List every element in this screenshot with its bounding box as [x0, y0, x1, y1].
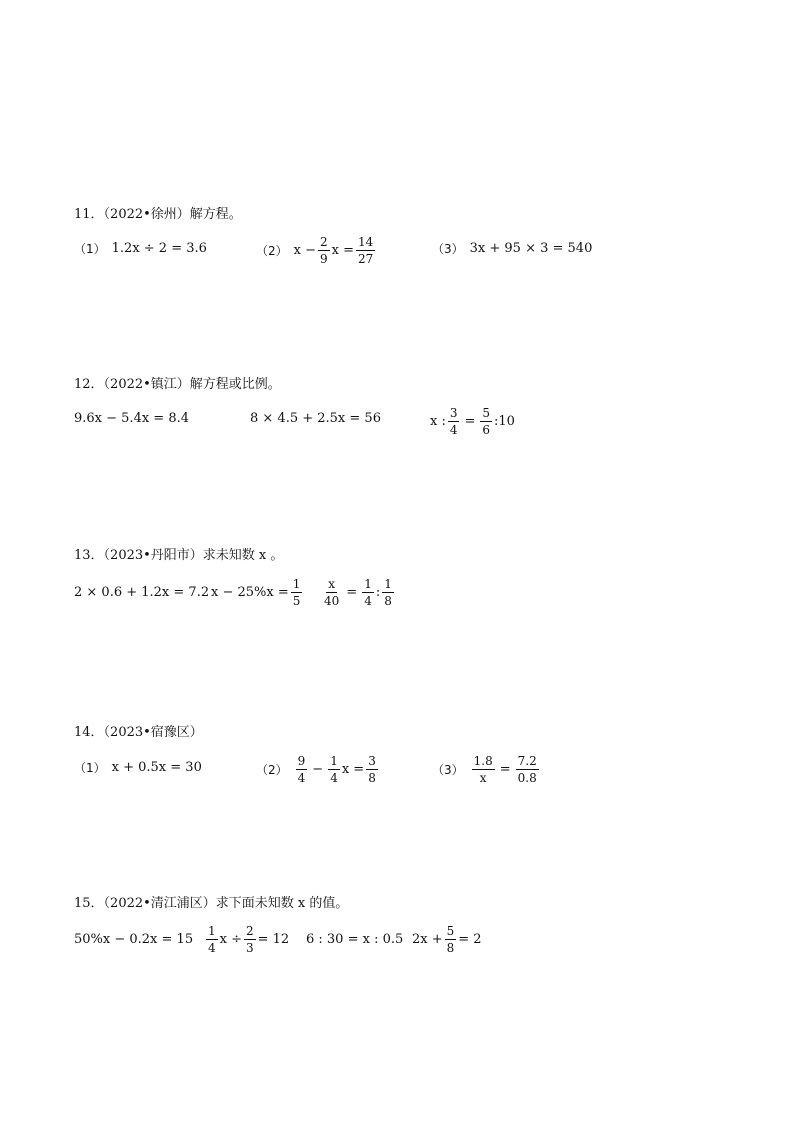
q15-e3-text: 6 : 30 = x : 0.5 — [306, 932, 404, 947]
q13-e2-part-a: x − 25%x = — [211, 585, 289, 600]
numerator: 1 — [208, 924, 216, 938]
denominator: 6 — [482, 423, 491, 437]
q13-e2-fraction — [291, 578, 303, 607]
denominator: 4 — [364, 594, 372, 608]
q15-equation-4 — [412, 925, 482, 954]
denominator: 9 — [320, 252, 328, 266]
q11-e1-text: 1.2x ÷ 2 = 3.6 — [111, 241, 207, 256]
q11-e2-part-a: x − — [293, 243, 316, 258]
numerator: 1.8 — [473, 754, 493, 768]
q11-e1-label: （1） — [74, 242, 106, 256]
denominator: 3 — [246, 941, 254, 955]
q11-equation-2 — [256, 236, 377, 265]
q15-e2-part-a: x ÷ — [219, 932, 242, 947]
q15-e2-fraction-2 — [244, 925, 256, 954]
denominator: 8 — [446, 941, 455, 955]
q12-e3-fraction-2 — [480, 407, 492, 436]
q11-e3-text: 3x + 95 × 3 = 540 — [469, 241, 593, 256]
numerator: 1 — [384, 577, 392, 591]
q14-equation-3 — [432, 755, 541, 784]
q15-e4-fraction — [445, 925, 457, 954]
denominator: 4 — [449, 423, 458, 437]
q15-e1-text: 50%x − 0.2x = 15 — [74, 932, 194, 947]
q11-e2-label: （2） — [256, 244, 288, 258]
q13-e3-fraction-3 — [382, 578, 394, 607]
q11-e2-fraction-2 — [356, 236, 375, 265]
q12-equation-3 — [430, 407, 515, 436]
numerator: 1 — [364, 577, 372, 591]
denominator: 8 — [384, 594, 392, 608]
question-13-title: 13．（2023•丹阳市）求未知数 x 。 — [74, 548, 284, 563]
q11-e3-label: （3） — [432, 242, 464, 256]
q14-e1-label: （1） — [74, 761, 106, 775]
q15-equation-3 — [306, 932, 403, 947]
q15-e4-part-b: = 2 — [458, 932, 482, 947]
q13-equation-1 — [74, 585, 209, 600]
q11-equation-1 — [74, 240, 207, 257]
numerator: 9 — [297, 754, 306, 768]
equals-sign: = — [464, 414, 476, 429]
denominator: 5 — [292, 594, 301, 608]
numerator: 3 — [449, 406, 458, 420]
q13-equation-2 — [211, 578, 304, 607]
equals-sign: = — [499, 762, 511, 777]
q11-e2-fraction-1 — [318, 236, 330, 265]
denominator: x — [479, 771, 487, 785]
q14-equation-2 — [256, 755, 380, 784]
numerator: x — [328, 577, 336, 591]
q13-equation-3 — [320, 578, 396, 607]
q14-e2-fraction-3 — [366, 755, 378, 784]
q14-e2-part-b: x = — [341, 762, 365, 777]
denominator: 4 — [330, 771, 338, 785]
q14-e2-fraction-2 — [328, 755, 340, 784]
q14-e3-fraction-1 — [472, 755, 495, 784]
question-14-title: 14．（2023•宿豫区） — [74, 725, 203, 740]
q14-e3-label: （3） — [432, 763, 464, 777]
q12-equation-1 — [74, 411, 189, 426]
q14-e2-fraction-1 — [296, 755, 308, 784]
numerator: 2 — [320, 235, 328, 249]
q11-equation-3 — [432, 240, 592, 257]
question-11-title: 11．（2022•徐州）解方程。 — [74, 207, 242, 222]
q15-e2-fraction-1 — [206, 925, 218, 954]
q15-equation-2 — [204, 925, 289, 954]
numerator: 3 — [368, 754, 376, 768]
q15-equation-1 — [74, 932, 193, 947]
q12-e3-part-b: :10 — [494, 414, 515, 429]
q12-e2-text: 8 × 4.5 + 2.5x = 56 — [250, 411, 381, 426]
numerator: 5 — [446, 924, 455, 938]
denominator: 4 — [208, 941, 216, 955]
q13-e3-fraction-1 — [322, 578, 341, 607]
q14-e3-fraction-2 — [516, 755, 539, 784]
denominator: 40 — [324, 594, 340, 608]
numerator: 1 — [330, 754, 338, 768]
question-12-title: 12．（2022•镇江）解方程或比例。 — [74, 377, 281, 392]
equals-sign: = — [346, 585, 358, 600]
ratio-colon: : — [375, 585, 381, 600]
q13-e1-text: 2 × 0.6 + 1.2x = 7.2 — [74, 585, 210, 600]
numerator: 2 — [246, 924, 254, 938]
numerator: 14 — [358, 235, 374, 249]
minus-sign: − — [312, 762, 324, 777]
q15-e4-part-a: 2x + — [412, 932, 443, 947]
q13-e3-fraction-2 — [362, 578, 374, 607]
q11-e2-part-b: x = — [331, 243, 354, 258]
numerator: 1 — [292, 577, 301, 591]
denominator: 4 — [297, 771, 306, 785]
denominator: 27 — [358, 252, 374, 266]
q15-e2-part-b: = 12 — [257, 932, 290, 947]
numerator: 5 — [482, 406, 491, 420]
q12-e1-text: 9.6x − 5.4x = 8.4 — [74, 411, 190, 426]
q12-e3-part-a: x : — [430, 414, 446, 429]
denominator: 8 — [368, 771, 376, 785]
q14-e2-label: （2） — [256, 763, 288, 777]
q12-equation-2 — [250, 411, 381, 426]
numerator: 7.2 — [517, 754, 537, 768]
q14-equation-1 — [74, 759, 202, 776]
question-15-title: 15．（2022•清江浦区）求下面未知数 x 的值。 — [74, 896, 349, 911]
q12-e3-fraction-1 — [448, 407, 460, 436]
denominator: 0.8 — [517, 771, 537, 785]
q14-e1-text: x + 0.5x = 30 — [111, 760, 202, 775]
